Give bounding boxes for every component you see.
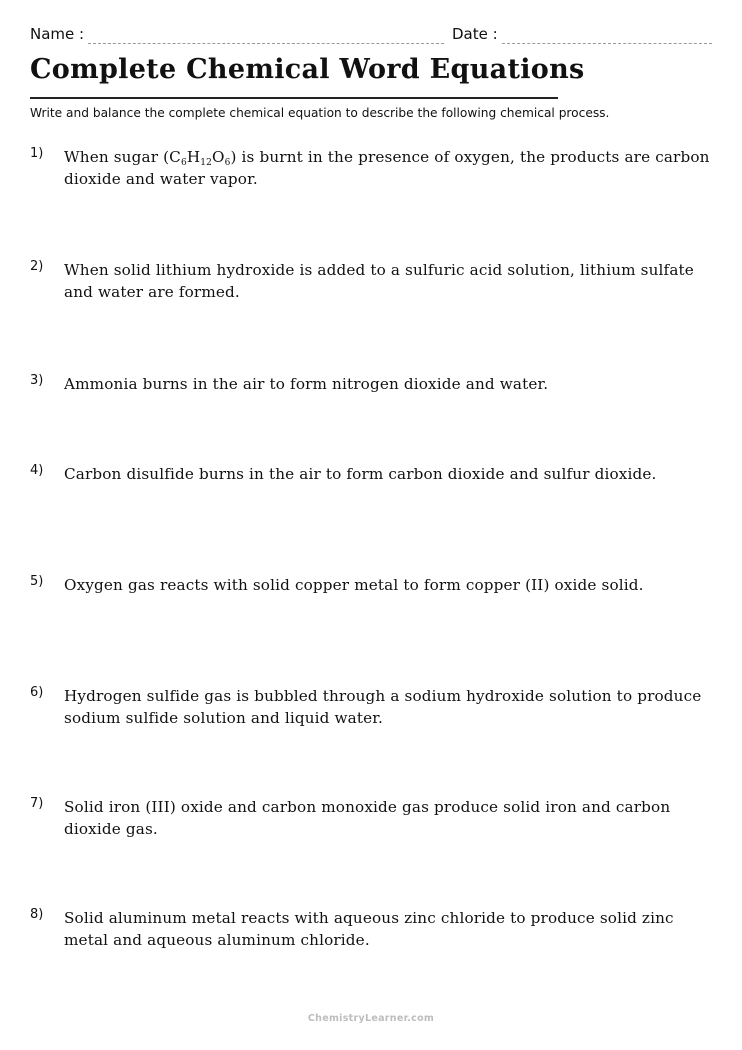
header xyxy=(30,25,714,49)
question-number: 5) xyxy=(30,574,44,589)
question-text: Hydrogen sulfide gas is bubbled through a sodium hydroxide solution to produce sodium sulfide solution and liquid water. xyxy=(64,687,702,727)
question-number: 1) xyxy=(30,146,44,161)
question-text: When sugar $(C_6H_{12}O_6)$ is burnt in the presence of oxygen, the products are carbon dioxide and water vapor. xyxy=(64,148,710,188)
question-number: 2) xyxy=(30,259,44,274)
question-text: Oxygen gas reacts with solid copper metal to form copper (II) oxide solid. xyxy=(64,576,644,594)
question-number: 7) xyxy=(30,796,44,811)
question-number: 8) xyxy=(30,907,44,922)
question-text: Solid aluminum metal reacts with aqueous zinc chloride to produce solid zinc metal and aqueous aluminum chloride. xyxy=(64,909,674,949)
question-text: Ammonia burns in the air to form nitrogen dioxide and water. xyxy=(64,375,549,393)
instruction-text: Write and balance the complete chemical equation to describe the following chemical process. xyxy=(30,106,610,120)
question-text: When solid lithium hydroxide is added to a sulfuric acid solution, lithium sulfate and water are formed. xyxy=(64,261,694,301)
name-label: Name : xyxy=(30,25,85,43)
question-text: Solid iron (III) oxide and carbon monoxide gas produce solid iron and carbon dioxide gas. xyxy=(64,798,671,838)
question-text: Carbon disulfide burns in the air to form carbon dioxide and sulfur dioxide. xyxy=(64,465,657,483)
question-number: 4) xyxy=(30,463,44,478)
footer-watermark: ChemistryLearner.com xyxy=(307,1013,435,1024)
name-field[interactable] xyxy=(88,43,444,44)
date-field[interactable] xyxy=(502,43,712,44)
date-label: Date : xyxy=(452,25,498,43)
title-underline xyxy=(30,97,558,99)
question-number: 3) xyxy=(30,373,44,388)
question-number: 6) xyxy=(30,685,44,700)
page-title: Complete Chemical Word Equations xyxy=(30,54,585,85)
